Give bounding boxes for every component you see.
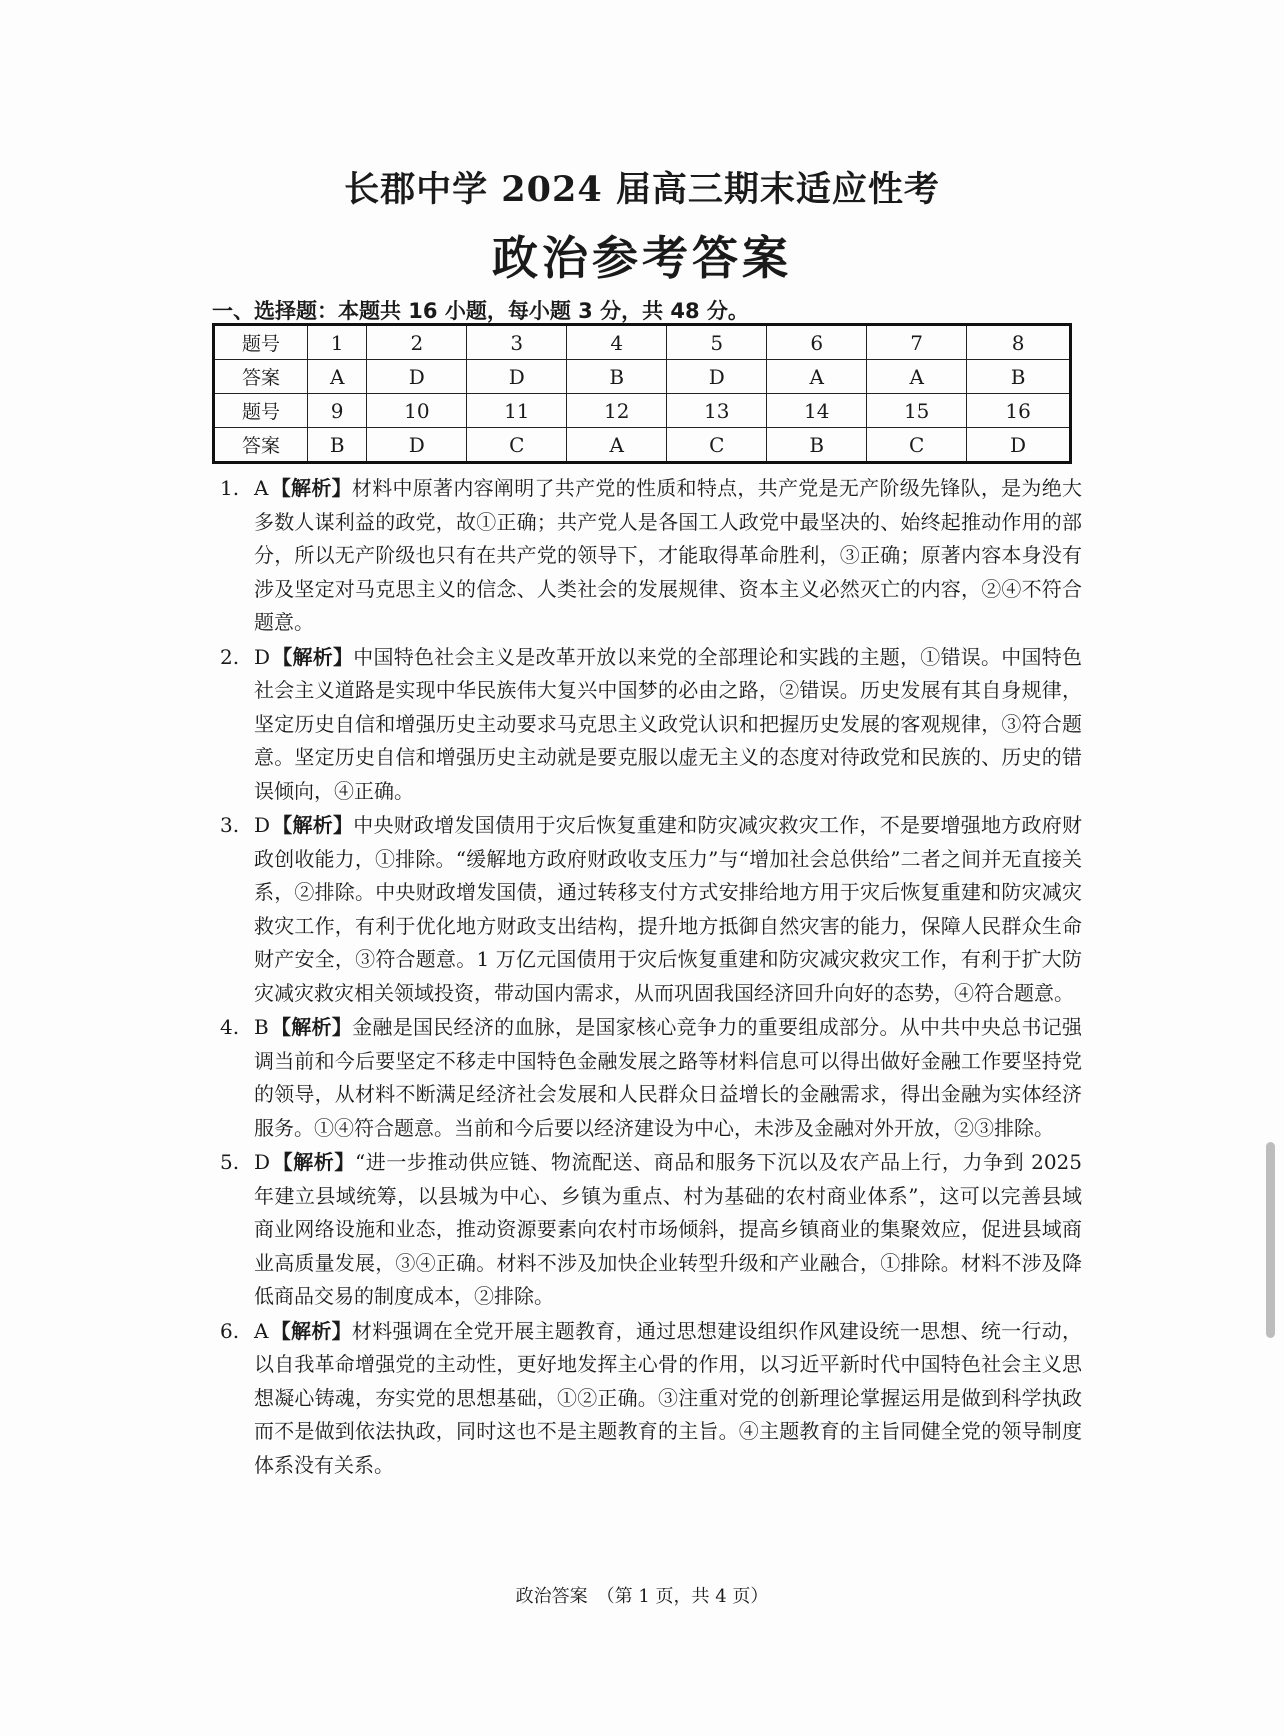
table-cell: 11 — [467, 394, 567, 428]
explanations-list — [220, 472, 1082, 1483]
table-cell: D — [967, 428, 1071, 463]
item-answer: D — [254, 813, 271, 837]
table-cell: 9 — [308, 394, 367, 428]
table-cell: 1 — [308, 325, 367, 360]
explanation-text: 中央财政增发国债用于灾后恢复重建和防灾减灾救灾工作，不是要增强地方政府财政创收能力，①排除。“缓解地方政府财政收支压力”与“增加社会总供给”二者之间并无直接关系，②排除。中央财政增发国债，通过转移支付方式安排给地方用于灾后恢复重建和防灾减灾救灾工作，有利于优化地方财政支出结构，提升地方抵御自然灾害的能力，保障人民群众生命财产安全，③符合题意。1 万亿元国债用于灾后恢复重建和防灾减灾救灾工作，有利于扩大防灾减灾救灾相关领域投资，带动国内需求，从而巩固我国经济回升向好的态势，④符合题意。 — [254, 813, 1083, 1005]
table-cell: 15 — [867, 394, 967, 428]
item-number: 3. — [220, 813, 240, 837]
row-label: 题号 — [214, 394, 308, 428]
table-cell: D — [467, 360, 567, 394]
table-cell: B — [308, 428, 367, 463]
explanation-text: 中国特色社会主义是改革开放以来党的全部理论和实践的主题，①错误。中国特色社会主义道路是实现中华民族伟大复兴中国梦的必由之路，②错误。历史发展有其自身规律，坚定历史自信和增强历史主动要求马克思主义政党认识和把握历史发展的客观规律，③符合题意。坚定历史自信和增强历史主动就是要克服以虚无主义的态度对待政党和民族的、历史的错误倾向，④正确。 — [254, 644, 1083, 803]
table-cell: C — [867, 428, 967, 463]
section-heading: 一、选择题：本题共 16 小题，每小题 3 分，共 48 分。 — [212, 299, 749, 323]
table-cell: 12 — [567, 394, 667, 428]
item-number: 1. — [220, 476, 240, 500]
explanation-text: 金融是国民经济的血脉，是国家核心竞争力的重要组成部分。从中共中央总书记强调当前和今后要坚定不移走中国特色金融发展之路等材料信息可以得出做好金融工作要坚持党的领导，从材料不断满足经济社会发展和人民群众日益增长的金融需求，得出金融为实体经济服务。①④符合题意。当前和今后要以经济建设为中心，未涉及金融对外开放，②③排除。 — [254, 1015, 1083, 1140]
analysis-tag: 【解析】 — [270, 1015, 353, 1039]
item-answer: D — [254, 1150, 271, 1174]
table-cell: A — [867, 360, 967, 394]
table-row — [214, 360, 1071, 394]
table-cell: B — [567, 360, 667, 394]
item-answer: B — [254, 1015, 269, 1039]
explanation-item — [220, 1315, 1082, 1483]
table-cell: A — [767, 360, 867, 394]
item-number: 2. — [220, 644, 240, 669]
explanation-text: “进一步推动供应链、物流配送、商品和服务下沉以及农产品上行，力争到 2025 年建立县域统筹，以县城为中心、乡镇为重点、村为基础的农村商业体系”，这可以完善县域商业网络设施和业态，推动资源要素向农村市场倾斜，提高乡镇商业的集聚效应，促进县域商业高质量发展，③④正确。材料不涉及加快企业转型升级和产业融合，①排除。材料不涉及降低商品交易的制度成本，②排除。 — [254, 1150, 1083, 1308]
table-cell: D — [667, 360, 767, 394]
table-cell: B — [767, 428, 867, 463]
row-label: 题号 — [214, 325, 308, 360]
explanation-text: 材料强调在全党开展主题教育，通过思想建设组织作风建设统一思想、统一行动，以自我革命增强党的主动性，更好地发挥主心骨的作用，以习近平新时代中国特色社会主义思想凝心铸魂，夯实党的思想基础，①②正确。③注重对党的创新理论掌握运用是做到科学执政而不是做到依法执政，同时这也不是主题教育的主旨。④主题教育的主旨同健全党的领导制度体系没有关系。 — [254, 1318, 1083, 1477]
table-cell: 8 — [967, 325, 1071, 360]
item-number: 6. — [220, 1318, 240, 1343]
explanation-item — [220, 641, 1082, 809]
explanation-item — [220, 472, 1082, 640]
item-answer: A — [254, 1318, 269, 1343]
analysis-tag: 【解析】 — [272, 644, 354, 669]
document-subtitle: 政治参考答案 — [492, 231, 792, 285]
table-cell: 7 — [867, 325, 967, 360]
analysis-tag: 【解析】 — [272, 813, 354, 837]
answer-key-table — [212, 323, 1072, 464]
table-row — [214, 325, 1071, 360]
table-cell: 6 — [767, 325, 867, 360]
exam-title: 长郡中学 2024 届高三期末适应性考 — [344, 169, 940, 210]
table-cell: 10 — [367, 394, 467, 428]
table-cell: 13 — [667, 394, 767, 428]
table-cell: 2 — [367, 325, 467, 360]
table-cell: C — [467, 428, 567, 463]
explanation-item — [220, 1146, 1082, 1314]
table-cell: 4 — [567, 325, 667, 360]
analysis-tag: 【解析】 — [270, 476, 352, 500]
table-cell: D — [367, 428, 467, 463]
table-cell: A — [308, 360, 367, 394]
table-cell: 16 — [967, 394, 1071, 428]
page-footer: 政治答案 （第 1 页，共 4 页） — [515, 1586, 769, 1607]
explanation-text: 材料中原著内容阐明了共产党的性质和特点，共产党是无产阶级先锋队，是为绝大多数人谋利益的政党，故①正确；共产党人是各国工人政党中最坚决的、始终起推动作用的部分，所以无产阶级也只有在共产党的领导下，才能取得革命胜利，③正确；原著内容本身没有涉及坚定对马克思主义的信念、人类社会的发展规律、资本主义必然灭亡的内容，②④不符合题意。 — [254, 476, 1083, 634]
table-cell: 5 — [667, 325, 767, 360]
explanation-item — [220, 809, 1082, 1010]
vertical-scrollbar[interactable] — [1266, 1142, 1275, 1338]
item-answer: D — [254, 644, 271, 669]
row-label: 答案 — [214, 428, 308, 463]
analysis-tag: 【解析】 — [270, 1318, 352, 1343]
table-cell: 14 — [767, 394, 867, 428]
table-cell: B — [967, 360, 1071, 394]
item-answer: A — [254, 476, 269, 500]
table-row — [214, 394, 1071, 428]
table-cell: A — [567, 428, 667, 463]
explanation-item — [220, 1011, 1082, 1145]
table-cell: C — [667, 428, 767, 463]
analysis-tag: 【解析】 — [272, 1150, 355, 1174]
table-row — [214, 428, 1071, 463]
item-number: 4. — [220, 1015, 240, 1039]
table-cell: D — [367, 360, 467, 394]
table-cell: 3 — [467, 325, 567, 360]
item-number: 5. — [220, 1150, 240, 1174]
row-label: 答案 — [214, 360, 308, 394]
